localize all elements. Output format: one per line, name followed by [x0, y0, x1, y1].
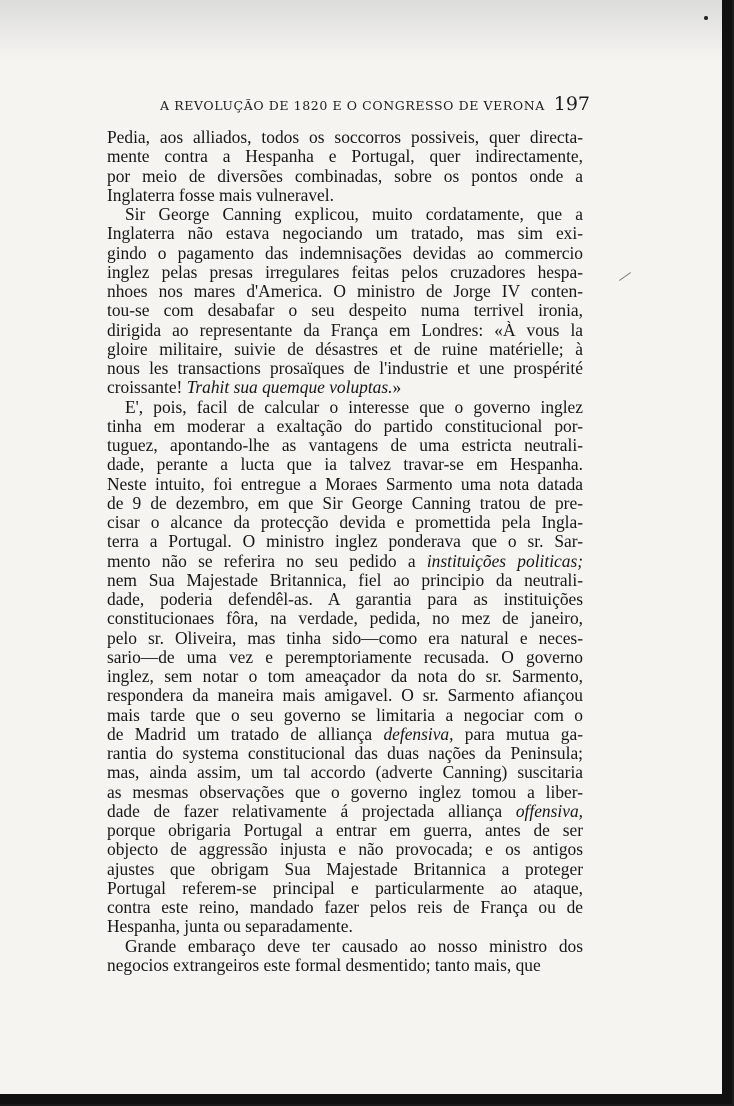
text-line: [107, 552, 583, 571]
text-line: constitucionaes fôra, na verdade, pedida, no mez de janeiro,: [107, 609, 583, 629]
text-line: E', pois, facil de calcular o interesse que o governo inglez: [125, 397, 583, 417]
text-line: terra a Portugal. O ministro inglez ponderava que o sr. Sar-: [107, 532, 583, 552]
text-line: de 9 de dezembro, em que Sir George Canning tratou de pre-: [107, 493, 583, 513]
text-line: negocios extrangeiros este formal desmentido; tanto mais, que: [107, 955, 541, 975]
text-line: tuguez, apontando-lhe as vantagens de uma estricta neutrali-: [107, 436, 583, 455]
ink-speck: [704, 16, 708, 20]
text-line: tou-se com desabafar o seu despeito numa terrivel ironia,: [107, 301, 583, 321]
running-title: A REVOLUÇÃO DE 1820 E O CONGRESSO DE VERONA: [160, 98, 545, 113]
text-line: inglez pelas presas irregulares feitas pelos cruzadores hespa-: [107, 262, 583, 282]
page-number: 197: [553, 93, 590, 115]
text-line: respondera da maneira mais amigavel. O sr. Sarmento afiançou: [107, 686, 583, 706]
text-line: Hespanha, junta ou separadamente.: [107, 917, 353, 937]
text-line: Inglaterra não estava negociando um tratado, mas sim exi-: [107, 224, 583, 244]
scan-shadow: [0, 0, 722, 60]
text-line: nous les transactions prosaïques de l'industrie et une prospérité: [107, 359, 583, 378]
text-line: Sir George Canning explicou, muito cordatamente, que a: [125, 205, 583, 224]
italic-phrase: Trahit sua quemque voluptas.: [186, 378, 393, 398]
text-line: [107, 725, 583, 744]
text-line: dade, perante a lucta que ia talvez travar-se em Hespanha.: [107, 455, 583, 475]
text-line: mas, ainda assim, um tal accordo (adverte Canning) suscitaria: [107, 763, 583, 783]
text-line: dade, poderia defendêl-as. A garantia para as instituições: [107, 590, 583, 609]
italic-phrase: instituições politicas;: [426, 551, 583, 571]
text-segment: »: [392, 378, 402, 398]
text-line: as mesmas observações que o governo inglez tomou a liber-: [107, 782, 583, 802]
text-segment: de Madrid um tratado de alliança: [107, 724, 384, 744]
text-line: dirigida ao representante da França em Londres: «À vous la: [107, 320, 583, 340]
italic-phrase: defensiva,: [383, 724, 454, 744]
text-line: [107, 378, 583, 397]
text-line: tinha em moderar a exaltação do partido constitucional por-: [107, 416, 583, 436]
text-line: gindo o pagamento das indemnisações devidas ao commercio: [107, 243, 583, 263]
text-line: nhoes nos mares d'America. O ministro de Jorge IV conten-: [107, 282, 583, 301]
text-line: cisar o alcance da protecção devida e promettida pela Ingla-: [107, 513, 583, 532]
text-line: Pedia, aos alliados, todos os soccorros possiveis, quer directa-: [107, 128, 583, 147]
italic-phrase: offensiva,: [515, 801, 583, 821]
text-segment: dade de fazer relativamente á projectada alliança: [107, 801, 516, 821]
text-line: objecto de aggressão injusta e não provocada; e os antigos: [107, 840, 583, 860]
text-line: mente contra a Hespanha e Portugal, quer indirectamente,: [107, 147, 583, 167]
text-line: Inglaterra fosse mais vulneravel.: [107, 185, 334, 205]
text-line: inglez, sem notar o tom ameaçador da nota do sr. Sarmento,: [107, 667, 583, 686]
text-line: gloire militaire, suivie de désastres et de ruine matérielle; à: [107, 339, 583, 359]
margin-mark: [619, 272, 631, 281]
text-line: sario—de uma vez e peremptoriamente recusada. O governo: [107, 647, 583, 667]
text-line: contra este reino, mandado fazer pelos reis de França ou de: [107, 898, 583, 917]
text-line: nem Sua Majestade Britannica, fiel ao principio da neutrali-: [107, 570, 583, 590]
text-line: Neste intuito, foi entregue a Moraes Sarmento uma nota datada: [107, 474, 583, 494]
text-line: [107, 802, 583, 821]
text-segment: para mutua ga-: [453, 724, 583, 744]
body-text: [107, 128, 583, 975]
text-line: ajustes que obrigam Sua Majestade Britannica a proteger: [107, 859, 583, 879]
text-line: mais tarde que o seu governo se limitaria a negociar com o: [107, 705, 583, 725]
text-line: Grande embaraço deve ter causado ao nosso ministro dos: [125, 936, 583, 956]
running-header: [160, 93, 590, 115]
text-line: pelo sr. Oliveira, mas tinha sido—como era natural e neces-: [107, 628, 583, 648]
text-line: Portugal referem-se principal e particularmente ao ataque,: [107, 878, 583, 898]
text-line: rantia do systema constitucional das duas nações da Peninsula;: [107, 744, 583, 763]
text-segment: mento não se referira no seu pedido a: [107, 551, 427, 571]
text-line: por meio de diversões combinadas, sobre os pontos onde a: [107, 166, 583, 186]
text-segment: croissante!: [107, 378, 187, 398]
text-line: porque obrigaria Portugal a entrar em guerra, antes de ser: [107, 821, 583, 840]
